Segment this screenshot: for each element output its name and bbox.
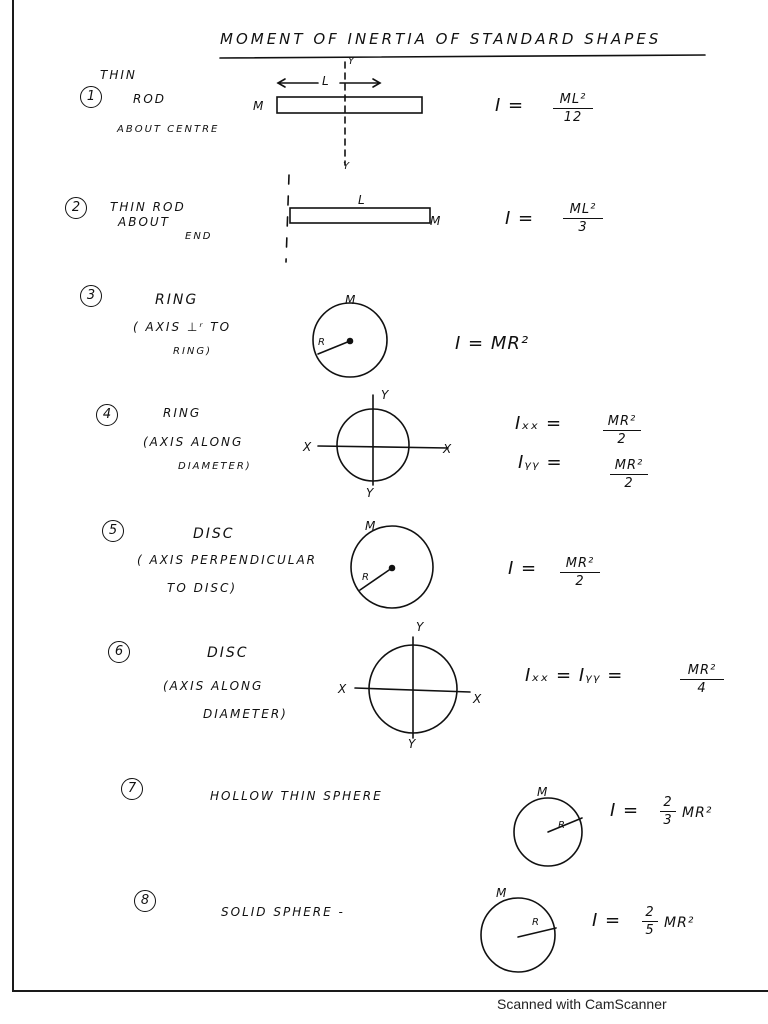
- mass-label: M: [537, 785, 550, 799]
- axis-label: Y: [381, 388, 391, 402]
- disc-5-center: [390, 566, 395, 571]
- formula-fraction: [610, 458, 648, 491]
- formula: I = MR²: [455, 333, 530, 354]
- item-name-line: THIN: [100, 68, 137, 82]
- fraction-numerator: MR²: [565, 556, 595, 571]
- item-name-line: ( AXIS ⊥ʳ TO: [133, 320, 232, 334]
- item-number: 4: [96, 404, 118, 426]
- fraction-denominator: 3: [578, 220, 588, 235]
- formula-fraction: [603, 414, 641, 447]
- formula-lhs: Iₓₓ = Iᵧᵧ =: [525, 665, 624, 686]
- ring-3-center: [348, 339, 353, 344]
- item-name-line: ROD: [133, 92, 167, 106]
- page-title: MOMENT OF INERTIA OF STANDARD SHAPES: [220, 30, 662, 48]
- fraction-bar: [642, 921, 658, 922]
- fraction-numerator: MR²: [687, 663, 717, 678]
- formula-lhs: I =: [505, 208, 535, 229]
- item-name-line: TO DISC): [167, 581, 238, 595]
- item-name-line: RING: [155, 292, 199, 308]
- item-name-line: THIN ROD: [110, 200, 186, 214]
- fraction-numerator: ML²: [569, 202, 597, 217]
- item-name-line: ABOUT CENTRE: [117, 124, 220, 135]
- fraction-numerator: 2: [645, 905, 655, 920]
- item-name-line: ( AXIS PERPENDICULAR: [137, 553, 318, 567]
- fraction-numerator: ML²: [559, 92, 587, 107]
- fraction-denominator: 2: [575, 574, 585, 589]
- mass-label: M: [253, 99, 266, 113]
- item-name-line: (AXIS ALONG: [143, 435, 244, 449]
- radius-label: R: [362, 572, 371, 583]
- fraction-denominator: 12: [563, 110, 583, 125]
- formula-lhs: I =: [610, 800, 640, 821]
- rod-1: [277, 97, 422, 113]
- axis-label: X: [303, 440, 314, 454]
- axis-label: Y: [408, 737, 418, 751]
- axis-label: Y: [416, 620, 426, 634]
- formula-fraction: [680, 663, 724, 696]
- formula-lhs: I =: [592, 910, 622, 931]
- fraction-denominator: 2: [624, 476, 634, 491]
- fraction-numerator: MR²: [614, 458, 644, 473]
- item-name-line: (AXIS ALONG: [163, 679, 264, 693]
- radius-label: R: [318, 337, 327, 348]
- fraction-numerator: MR²: [607, 414, 637, 429]
- fraction-bar: [660, 811, 676, 812]
- item-name-line: DIAMETER): [178, 461, 252, 472]
- formula-rhs: MR²: [664, 915, 695, 931]
- item-name-line: ABOUT: [118, 215, 170, 229]
- formula-lhs: I =: [495, 95, 525, 116]
- fraction-bar: [603, 430, 641, 431]
- item-name-line: DISC: [193, 526, 235, 542]
- axis-label: Y: [343, 161, 352, 172]
- axis-label: Y: [366, 486, 376, 500]
- mass-label: M: [496, 886, 509, 900]
- item-number: 8: [134, 890, 156, 912]
- formula-fraction: [642, 905, 658, 938]
- item-number: 1: [80, 86, 102, 108]
- formula-fraction: [560, 556, 600, 589]
- formula-fraction: [660, 795, 676, 828]
- item-name-line: SOLID SPHERE -: [221, 905, 345, 919]
- item-name-line: DISC: [207, 645, 249, 661]
- fraction-numerator: 2: [663, 795, 673, 810]
- mass-label: M: [430, 214, 443, 228]
- fraction-denominator: 3: [663, 813, 673, 828]
- item-number: 7: [121, 778, 143, 800]
- axis-label: Y: [348, 56, 357, 67]
- title-underline: [220, 55, 705, 58]
- fraction-bar: [610, 474, 648, 475]
- mass-label: M: [365, 519, 378, 533]
- scanner-watermark: Scanned with CamScanner: [497, 996, 667, 1012]
- fraction-bar: [680, 679, 724, 680]
- axis-label: X: [473, 692, 484, 706]
- radius-label: R: [558, 820, 567, 831]
- radius-label: R: [532, 917, 541, 928]
- axis-label: X: [443, 442, 454, 456]
- formula-lhs: Iₓₓ =: [515, 413, 563, 434]
- formula-rhs: MR²: [682, 805, 713, 821]
- fraction-denominator: 2: [617, 432, 627, 447]
- fraction-bar: [553, 108, 593, 109]
- item-name-line: HOLLOW THIN SPHERE: [210, 789, 383, 803]
- fraction-denominator: 5: [645, 923, 655, 938]
- length-label: L: [358, 193, 367, 207]
- fraction-bar: [560, 572, 600, 573]
- item-number: 3: [80, 285, 102, 307]
- axis-label: X: [338, 682, 349, 696]
- formula-fraction: [553, 92, 593, 125]
- item-number: 5: [102, 520, 124, 542]
- item-name-line: END: [185, 231, 213, 242]
- rod-2-axis: [286, 175, 289, 262]
- rod-2: [290, 208, 430, 223]
- sphere-8-radius: [518, 928, 556, 937]
- mass-label: M: [345, 293, 358, 307]
- sphere-8: [481, 898, 555, 972]
- item-name-line: RING): [173, 346, 213, 357]
- item-number: 2: [65, 197, 87, 219]
- fraction-bar: [563, 218, 603, 219]
- formula-lhs: Iᵧᵧ =: [518, 452, 563, 473]
- item-name-line: DIAMETER): [203, 707, 288, 721]
- item-name-line: RING: [163, 406, 202, 420]
- formula-fraction: [563, 202, 603, 235]
- fraction-denominator: 4: [697, 681, 707, 696]
- length-label: L: [322, 74, 331, 88]
- item-number: 6: [108, 641, 130, 663]
- formula-lhs: I =: [508, 558, 538, 579]
